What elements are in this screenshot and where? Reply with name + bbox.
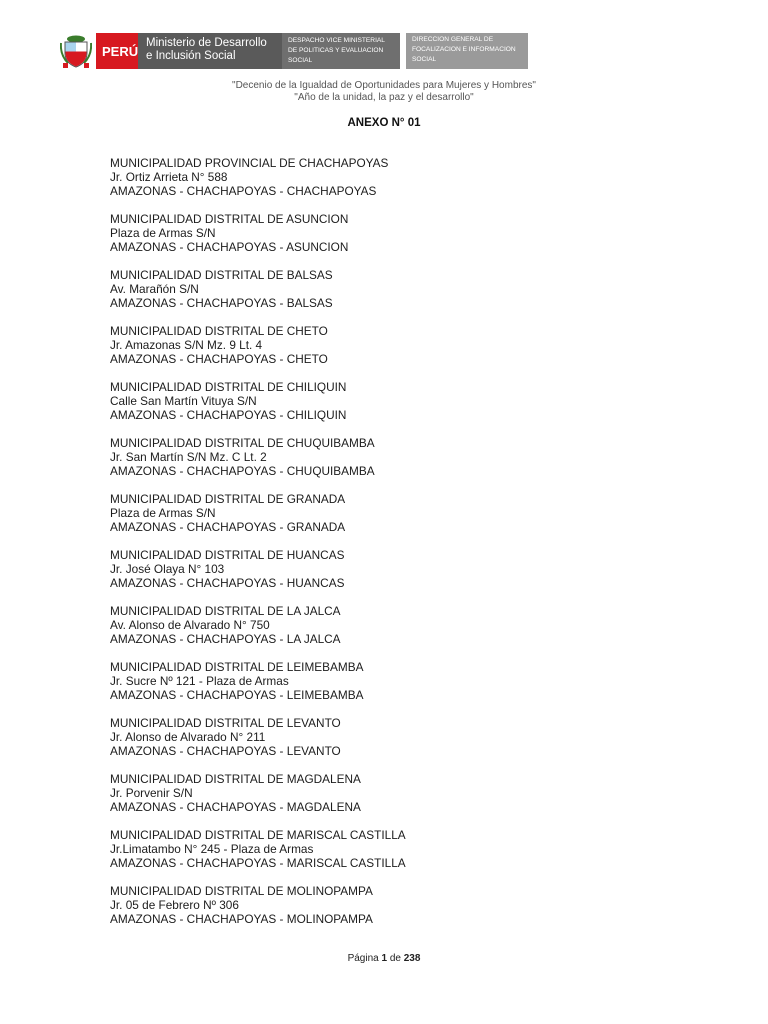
- municipality-address: Jr. Alonso de Alvarado N° 211: [110, 730, 266, 744]
- municipality-name: MUNICIPALIDAD DISTRITAL DE HUANCAS: [110, 548, 345, 562]
- municipality-name: MUNICIPALIDAD DISTRITAL DE LEVANTO: [110, 716, 341, 730]
- municipality-address: Jr. 05 de Febrero Nº 306: [110, 898, 239, 912]
- municipality-location: AMAZONAS - CHACHAPOYAS - LEIMEBAMBA: [110, 688, 364, 702]
- page-total: 238: [403, 953, 421, 964]
- list-item: [110, 268, 670, 310]
- list-item: [110, 660, 670, 702]
- municipality-address: Jr. Ortiz Arrieta N° 588: [110, 170, 228, 184]
- municipality-location: AMAZONAS - CHACHAPOYAS - MAGDALENA: [110, 800, 361, 814]
- municipality-name: MUNICIPALIDAD DISTRITAL DE MOLINOPAMPA: [110, 884, 373, 898]
- page-footer: [0, 953, 768, 964]
- municipality-address: Jr. Porvenir S/N: [110, 786, 193, 800]
- municipality-name: MUNICIPALIDAD DISTRITAL DE LEIMEBAMBA: [110, 660, 364, 674]
- office2-line3: SOCIAL: [412, 56, 437, 63]
- office2-line2: FOCALIZACION E INFORMACION: [412, 46, 516, 53]
- office1-line2: DE POLITICAS Y EVALUACION: [288, 47, 384, 54]
- municipality-location: AMAZONAS - CHACHAPOYAS - LA JALCA: [110, 632, 341, 646]
- municipality-address: Jr.Limatambo N° 245 - Plaza de Armas: [110, 842, 314, 856]
- ministry-name-line1: Ministerio de Desarrollo: [146, 37, 267, 49]
- municipality-address: Calle San Martín Vituya S/N: [110, 394, 257, 408]
- municipality-name: MUNICIPALIDAD DISTRITAL DE CHILIQUIN: [110, 380, 347, 394]
- page-of-label: de: [389, 953, 401, 964]
- municipality-location: AMAZONAS - CHACHAPOYAS - HUANCAS: [110, 576, 345, 590]
- municipality-name: MUNICIPALIDAD DISTRITAL DE ASUNCION: [110, 212, 349, 226]
- municipality-name: MUNICIPALIDAD DISTRITAL DE CHETO: [110, 324, 328, 338]
- municipality-name: MUNICIPALIDAD DISTRITAL DE MAGDALENA: [110, 772, 361, 786]
- ministry-name-line2: e Inclusión Social: [146, 50, 236, 62]
- municipality-name: MUNICIPALIDAD DISTRITAL DE CHUQUIBAMBA: [110, 436, 375, 450]
- municipality-address: Av. Marañón S/N: [110, 282, 199, 296]
- municipality-location: AMAZONAS - CHACHAPOYAS - ASUNCION: [110, 240, 349, 254]
- municipality-location: AMAZONAS - CHACHAPOYAS - CHACHAPOYAS: [110, 184, 377, 198]
- slogan-year: "Año de la unidad, la paz y el desarrollo": [294, 92, 474, 103]
- letterhead: [60, 33, 530, 69]
- office1-line1: DESPACHO VICE MINISTERIAL: [288, 37, 385, 44]
- municipality-name: MUNICIPALIDAD DISTRITAL DE BALSAS: [110, 268, 333, 282]
- municipality-location: AMAZONAS - CHACHAPOYAS - CHILIQUIN: [110, 408, 347, 422]
- list-item: [110, 212, 670, 254]
- slogans: [0, 80, 768, 104]
- document-title: ANEXO N° 01: [347, 117, 421, 129]
- municipality-address: Jr. Sucre Nº 121 - Plaza de Armas: [110, 674, 289, 688]
- list-item: [110, 324, 670, 366]
- office-box-vice-ministry: [282, 33, 400, 69]
- municipality-location: AMAZONAS - CHACHAPOYAS - MARISCAL CASTILLA: [110, 856, 406, 870]
- list-item: [110, 772, 670, 814]
- list-item: [110, 716, 670, 758]
- list-item: [110, 436, 670, 478]
- municipality-address: Plaza de Armas S/N: [110, 226, 216, 240]
- list-item: [110, 380, 670, 422]
- coat-of-arms-icon: [60, 33, 92, 69]
- municipality-name: MUNICIPALIDAD DISTRITAL DE MARISCAL CASTILLA: [110, 828, 406, 842]
- country-label: PERÚ: [102, 44, 139, 59]
- municipality-location: AMAZONAS - CHACHAPOYAS - BALSAS: [110, 296, 333, 310]
- municipality-location: AMAZONAS - CHACHAPOYAS - CHETO: [110, 352, 328, 366]
- page-current: 1: [381, 953, 388, 964]
- municipality-address: Jr. San Martín S/N Mz. C Lt. 2: [110, 450, 267, 464]
- municipality-location: AMAZONAS - CHACHAPOYAS - CHUQUIBAMBA: [110, 464, 375, 478]
- list-item: [110, 884, 670, 926]
- list-item: [110, 156, 670, 198]
- list-item: [110, 604, 670, 646]
- municipality-name: MUNICIPALIDAD DISTRITAL DE GRANADA: [110, 492, 346, 506]
- municipality-location: AMAZONAS - CHACHAPOYAS - LEVANTO: [110, 744, 341, 758]
- page-label: Página: [347, 953, 379, 964]
- list-item: [110, 828, 670, 870]
- office1-line3: SOCIAL: [288, 57, 313, 64]
- office-box-directorate: [406, 33, 528, 69]
- list-item: [110, 492, 670, 534]
- municipality-location: AMAZONAS - CHACHAPOYAS - MOLINOPAMPA: [110, 912, 373, 926]
- list-item: [110, 548, 670, 590]
- slogan-decade: "Decenio de la Igualdad de Oportunidades para Mujeres y Hombres": [232, 80, 536, 91]
- municipality-address: Jr. Amazonas S/N Mz. 9 Lt. 4: [110, 338, 263, 352]
- municipality-address: Plaza de Armas S/N: [110, 506, 216, 520]
- municipality-address: Jr. José Olaya N° 103: [110, 562, 225, 576]
- municipality-name: MUNICIPALIDAD DISTRITAL DE LA JALCA: [110, 604, 341, 618]
- municipality-list: [110, 156, 670, 940]
- municipality-location: AMAZONAS - CHACHAPOYAS - GRANADA: [110, 520, 346, 534]
- office2-line1: DIRECCION GENERAL DE: [412, 36, 494, 43]
- municipality-name: MUNICIPALIDAD PROVINCIAL DE CHACHAPOYAS: [110, 156, 389, 170]
- municipality-address: Av. Alonso de Alvarado N° 750: [110, 618, 270, 632]
